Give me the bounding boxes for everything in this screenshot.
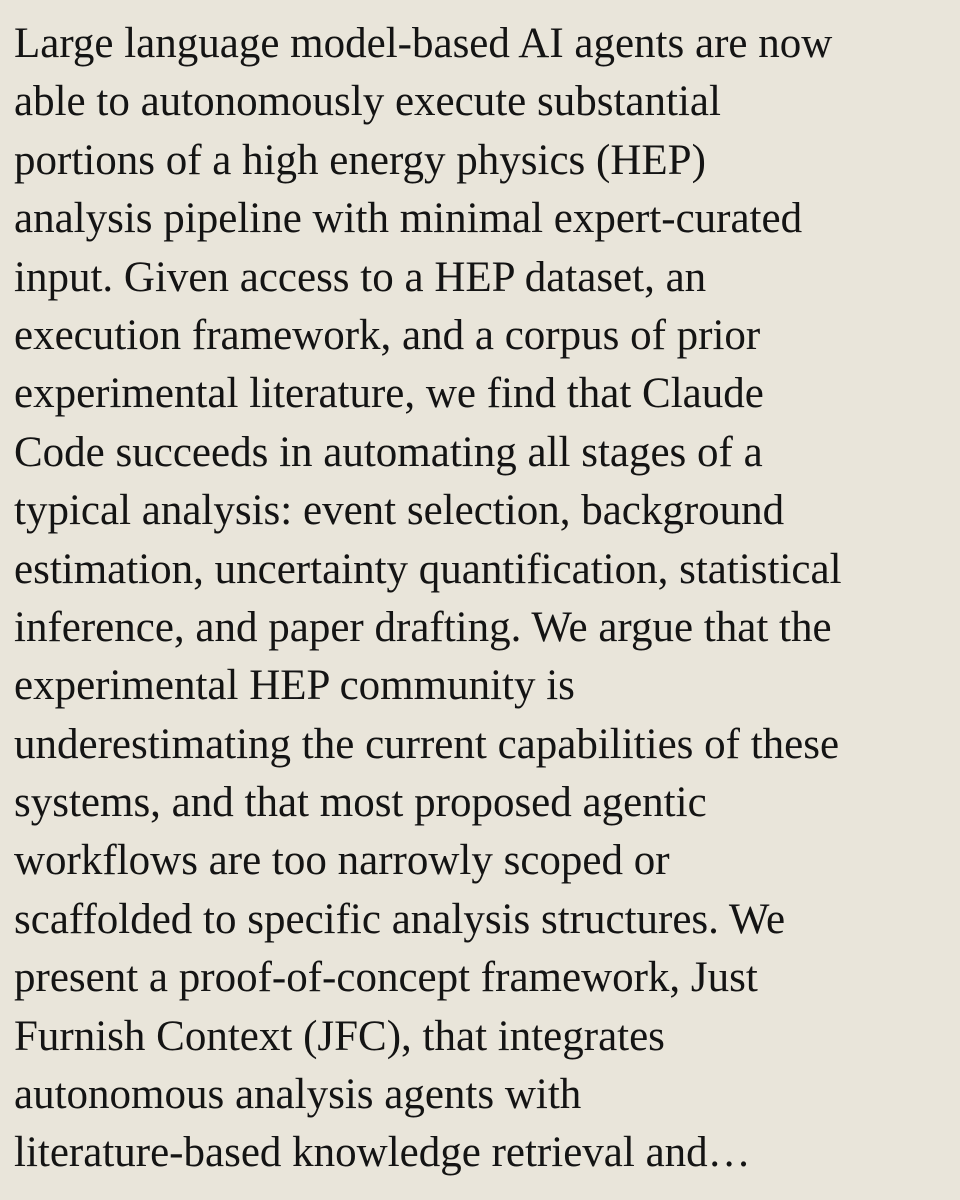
text-line: underestimating the current capabilities of these xyxy=(14,720,840,768)
text-line: scaffolded to specific analysis structures. We xyxy=(14,895,786,943)
text-line: inference, and paper drafting. We argue that the xyxy=(14,603,832,651)
text-line: typical analysis: event selection, background xyxy=(14,487,785,535)
text-line: Furnish Context (JFC), that integrates xyxy=(14,1012,665,1060)
text-line: Large language model-based AI agents are now xyxy=(14,20,833,67)
text-line: input. Given access to a HEP dataset, an xyxy=(14,253,707,301)
abstract-text xyxy=(14,15,954,1183)
text-line: analysis pipeline with minimal expert-curated xyxy=(14,195,803,243)
text-line: workflows are too narrowly scoped or xyxy=(14,837,670,885)
text-line: portions of a high energy physics (HEP) xyxy=(14,136,706,184)
text-line: experimental literature, we find that Claude xyxy=(14,370,764,418)
text-line: able to autonomously execute substantial xyxy=(14,78,721,126)
text-line: literature-based knowledge retrieval and… xyxy=(14,1129,751,1177)
text-line: estimation, uncertainty quantification, statistical xyxy=(14,545,842,593)
text-line: present a proof-of-concept framework, Just xyxy=(14,954,758,1002)
text-line: execution framework, and a corpus of prior xyxy=(14,311,761,359)
text-line: autonomous analysis agents with xyxy=(14,1071,582,1119)
text-line: systems, and that most proposed agentic xyxy=(14,779,707,827)
text-line: experimental HEP community is xyxy=(14,662,575,710)
text-line: Code succeeds in automating all stages of a xyxy=(14,428,763,476)
